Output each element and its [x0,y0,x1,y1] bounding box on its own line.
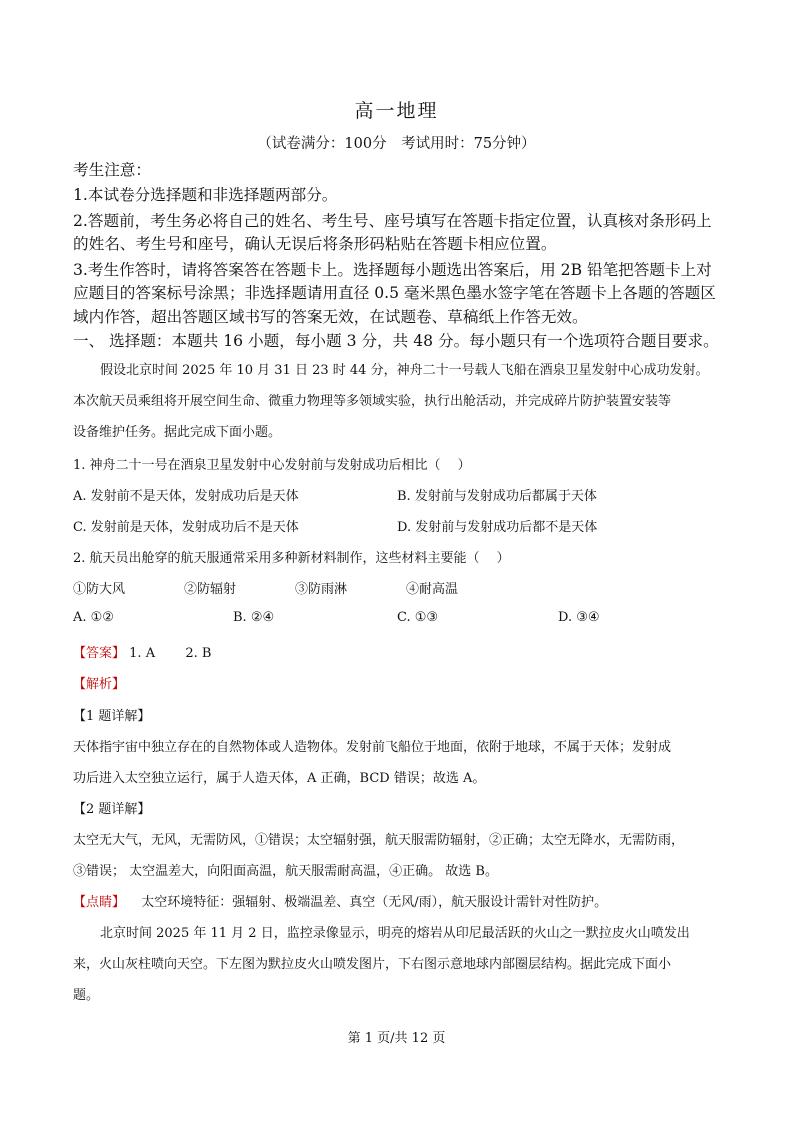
q2-option-a: A. ①② [73,610,114,625]
notice-item: 域内作答，超出答题区域书写的答案无效，在试题卷、草稿纸上作答无效。 [73,308,588,326]
notice-heading: 考生注意： [73,161,151,179]
detail-1-label: 【1 题详解】 [73,709,151,724]
detail-1-line: 功后进入太空独立运行，属于人造天体，A 正确，BCD 错误；故选 A。 [73,771,486,786]
notice-item: 1.本试卷分选择题和非选择题两部分。 [73,186,338,204]
detail-2-line: ③错误； 太空温差大，向阳面高温，航天服需耐高温，④正确。 故选 B。 [73,864,498,879]
passage-line: 设备维护任务。据此完成下面小题。 [73,425,282,440]
answer-line [73,642,211,661]
notice-item: 3.考生作答时，请将答案答在答题卡上。选择题每小题选出答案后，用 2B 铅笔把答题卡上对 [73,261,712,279]
q2-item-2: ②防辐射 [184,582,237,597]
tip-line [73,891,607,910]
notice-item: 2.答题前，考生务必将自己的姓名、考生号、座号填写在答题卡指定位置，认真核对条形码上 [73,212,712,230]
passage-line: 北京时间 2025 年 11 月 2 日，监控录像显示，明亮的熔岩从印尼最活跃的火山之一默拉皮火山喷发出 [100,926,690,941]
passage-line: 来，火山灰柱喷向天空。下左图为默拉皮火山喷发图片，下右图示意地球内部圈层结构。据此完成下面小 [73,957,672,972]
detail-2-line: 太空无大气，无风，无需防风，①错误；太空辐射强，航天服需防辐射，②正确；太空无降水，无需防雨， [73,833,685,848]
question-1-stem: 1. 神舟二十一号在酒泉卫星发射中心发射前与发射成功后相比（ ） [73,458,471,473]
section-heading: 一、 选择题：本题共 16 小题，每小题 3 分，共 48 分。每小题只有一个选项符合题目要求。 [73,332,719,350]
q2-option-c: C. ①③ [397,610,439,625]
question-2-stem: 2. 航天员出舱穿的航天服通常采用多种新材料制作，这些材料主要能（ ） [73,551,510,566]
answer-2: 2. B [185,646,212,661]
detail-2-label: 【2 题详解】 [73,802,151,817]
q2-option-b: B. ②④ [233,610,275,625]
q2-item-4: ④耐高温 [406,582,459,597]
page-title: 高一地理 [354,100,439,122]
passage-line: 题。 [73,988,100,1003]
passage-line: 假设北京时间 2025 年 10 月 31 日 23 时 44 分，神舟二十一号载人飞船在酒泉卫星发射中心成功发射。 [100,363,709,378]
notice-item: 应题目的答案标号涂黑；非选择题请用直径 0.5 毫米黑色墨水签字笔在答题卡上各题的答题区 [73,284,716,302]
tip-text: 太空环境特征：强辐射、极端温差、真空（无风/雨），航天服设计需针对性防护。 [141,895,608,910]
page-number: 第 1 页/共 12 页 [347,1031,446,1046]
answer-label: 【答案】 [73,646,126,661]
q2-option-d: D. ③④ [558,610,600,625]
q1-option-a: A. 发射前不是天体，发射成功后是天体 [73,489,299,504]
analysis-label: 【解析】 [73,677,126,692]
q1-option-c: C. 发射前是天体，发射成功后不是天体 [73,520,299,535]
exam-info: （试卷满分：100分 考试用时：75分钟） [257,136,536,152]
answer-1: 1. A [129,646,156,661]
notice-item: 的姓名、考生号和座号，确认无误后将条形码粘贴在答题卡相应位置。 [73,235,557,253]
detail-1-line: 天体指宇宙中独立存在的自然物体或人造物体。发射前飞船位于地面，依附于地球，不属于天体；发射成 [73,740,672,755]
q2-item-3: ③防雨淋 [295,582,348,597]
q1-option-b: B. 发射前与发射成功后都属于天体 [397,489,597,504]
q2-item-1: ①防大风 [73,582,126,597]
passage-line: 本次航天员乘组将开展空间生命、微重力物理等多领域实验，执行出舱活动，并完成碎片防护装置安装等 [73,394,672,409]
tip-label: 【点睛】 [73,895,126,910]
q1-option-d: D. 发射前与发射成功后都不是天体 [397,520,598,535]
